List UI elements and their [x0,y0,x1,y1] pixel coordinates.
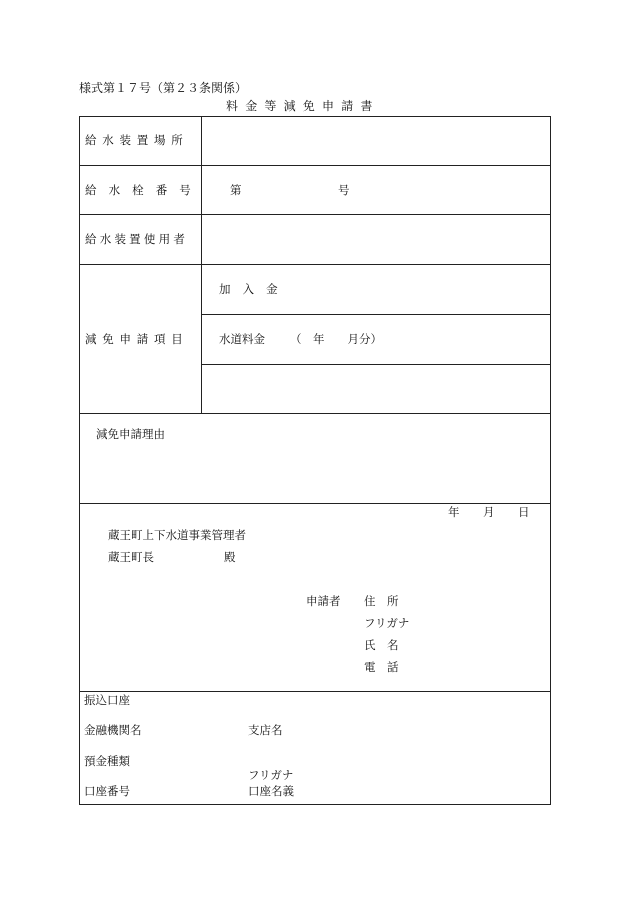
water-fee-period: （ 年 月分） [290,332,382,346]
applicant-phone-label: 電 話 [364,660,399,674]
exemption-reason-label: 減免申請理由 [96,427,165,441]
exemption-items-label: 減免申請項目 [85,332,189,346]
row-divider [79,165,551,166]
water-supply-user-label: 給水装置使用者 [85,232,189,246]
applicant-name-label: 氏 名 [364,638,399,652]
row-divider [79,413,551,414]
deposit-type-label: 預金種類 [84,754,130,768]
branch-name-label: 支店名 [248,723,283,737]
tap-number-prefix: 第 [230,183,242,197]
date-year: 年 [448,505,460,519]
form-number: 様式第１７号（第２３条関係） [79,81,248,95]
recipient-line-1: 蔵王町上下水道事業管理者 [108,528,246,542]
date-day: 日 [518,505,530,519]
applicant-furigana-label: フリガナ [364,616,410,630]
document-title: 料金等減免申請書 [226,99,380,113]
water-supply-location-field[interactable] [203,118,549,163]
label-column-divider [201,116,202,413]
account-holder-furigana-label: フリガナ [248,768,294,782]
row-divider [79,503,551,504]
row-divider [79,214,551,215]
water-supply-user-field[interactable] [203,216,549,262]
exemption-item-subscription-fee: 加入金 [219,282,290,296]
account-number-label: 口座番号 [84,784,130,798]
tap-number-label: 給水栓番号 [85,183,203,197]
financial-institution-label: 金融機関名 [84,723,142,737]
row-divider [79,691,551,692]
water-supply-location-label: 給水装置場所 [85,133,189,147]
date-month: 月 [483,505,495,519]
row-divider [79,264,551,265]
exemption-reason-field[interactable] [81,446,549,501]
recipient-line-2: 蔵王町長 [108,550,154,564]
applicant-label: 申請者 [306,594,341,608]
applicant-address-label: 住 所 [364,594,399,608]
subrow-divider [201,364,551,365]
account-holder-label: 口座名義 [248,784,294,798]
tap-number-field[interactable] [248,180,336,200]
bank-account-section-label: 振込口座 [84,693,130,707]
tap-number-suffix: 号 [338,183,350,197]
subrow-divider [201,314,551,315]
exemption-item-water-fee: 水道料金 [219,332,265,346]
honorific: 殿 [224,550,236,564]
exemption-item-other-field[interactable] [203,366,549,411]
